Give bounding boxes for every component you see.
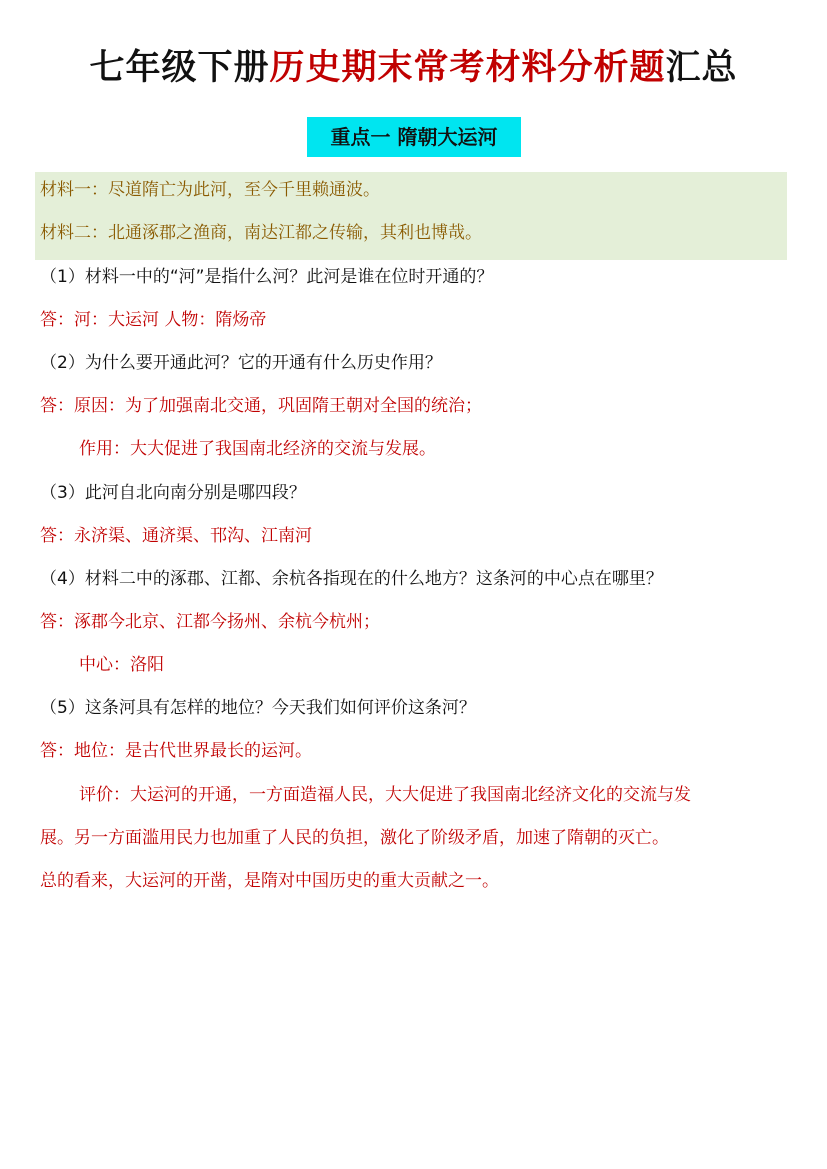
answer-3: 答：永济渠、通济渠、邗沟、江南河 (40, 526, 312, 546)
answer-4-places: 答：涿郡今北京、江都今扬州、余杭今杭州； (40, 612, 380, 632)
answer-4-center: 中心：洛阳 (79, 655, 164, 675)
question-5: （5）这条河具有怎样的地位？今天我们如何评价这条河？ (40, 698, 476, 718)
page-title (0, 46, 827, 90)
section-heading: 重点一 隋朝大运河 (307, 117, 521, 157)
title-part-black-1: 七年级下册 (89, 48, 270, 88)
question-2: （2）为什么要开通此河？它的开通有什么历史作用？ (40, 353, 442, 373)
answer-5-evaluation-line-2: 展。另一方面滥用民力也加重了人民的负担，激化了阶级矛盾，加速了隋朝的灭亡。 (40, 828, 669, 848)
material-two: 材料二：北通涿郡之渔商，南达江都之传输，其利也博哉。 (40, 223, 482, 243)
material-one: 材料一：尽道隋亡为此河，至今千里赖通波。 (40, 180, 380, 200)
question-1: （1）材料一中的“河”是指什么河？此河是谁在位时开通的？ (40, 267, 494, 287)
question-3: （3）此河自北向南分别是哪四段？ (40, 483, 306, 503)
answer-2-reason: 答：原因：为了加强南北交通，巩固隋王朝对全国的统治； (40, 396, 482, 416)
answer-1: 答：河：大运河 人物：隋炀帝 (40, 310, 267, 330)
answer-5-evaluation-line-3: 总的看来，大运河的开凿，是隋对中国历史的重大贡献之一。 (40, 871, 499, 891)
material-box (35, 172, 787, 260)
answer-5-status: 答：地位：是古代世界最长的运河。 (40, 741, 312, 761)
answer-2-effect: 作用：大大促进了我国南北经济的交流与发展。 (79, 439, 436, 459)
question-4: （4）材料二中的涿郡、江都、余杭各指现在的什么地方？这条河的中心点在哪里？ (40, 569, 663, 589)
answer-5-evaluation-line-1: 评价：大运河的开通，一方面造福人民，大大促进了我国南北经济文化的交流与发 (79, 785, 691, 805)
title-part-black-2: 汇总 (665, 48, 738, 88)
title-part-red: 历史期末常考材料分析题 (269, 48, 666, 88)
